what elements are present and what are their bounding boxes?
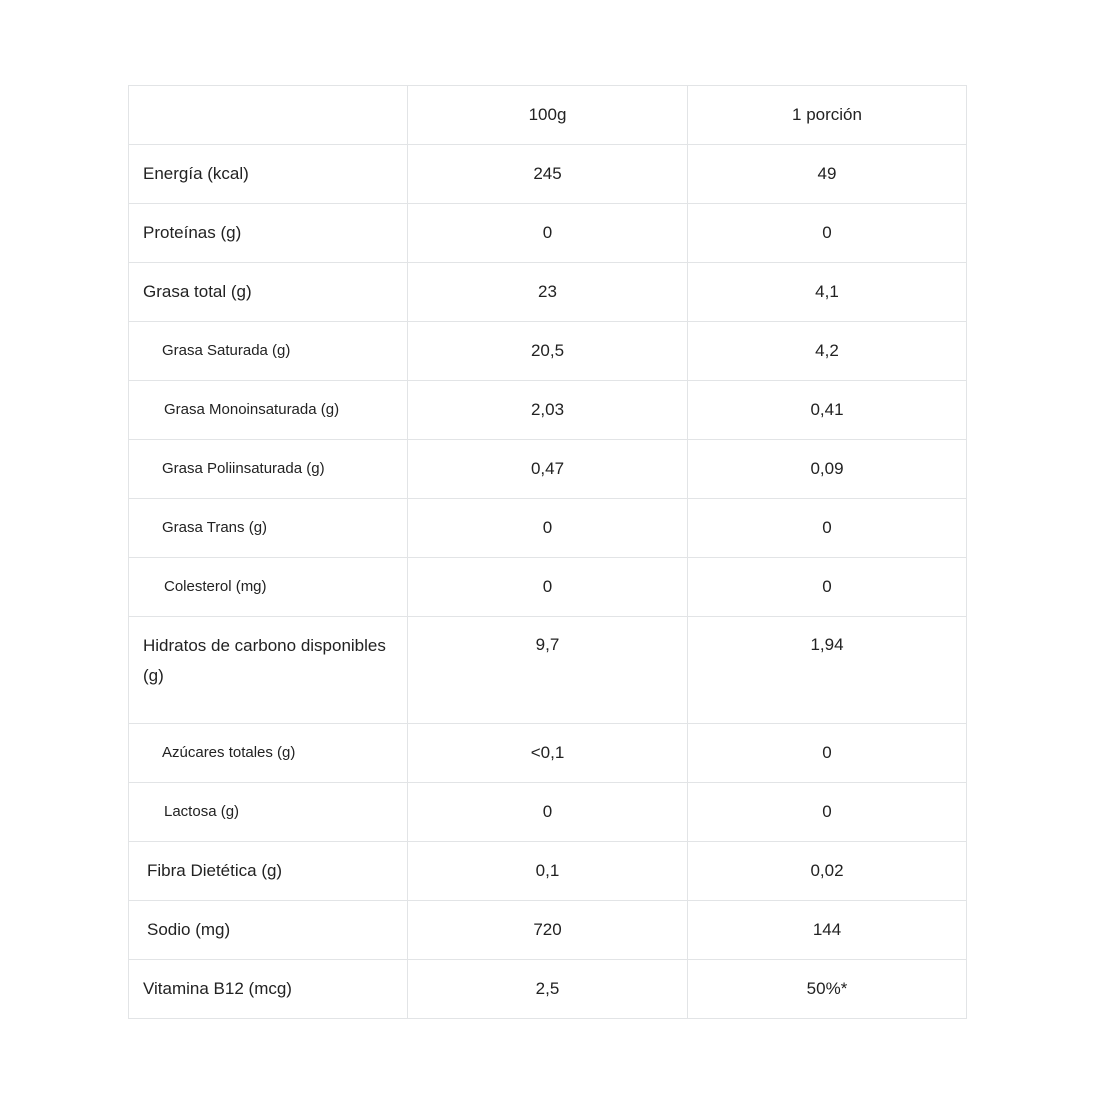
row-value-portion: 0 — [688, 558, 967, 617]
row-label: Grasa total (g) — [129, 263, 408, 322]
row-label: Grasa Monoinsaturada (g) — [129, 381, 408, 440]
row-value-100g: 0,47 — [408, 440, 688, 499]
table-row — [129, 322, 967, 381]
row-label: Proteínas (g) — [129, 204, 408, 263]
row-value-portion: 49 — [688, 145, 967, 204]
row-value-portion: 0 — [688, 783, 967, 842]
header-label-cell — [129, 86, 408, 145]
row-value-portion: 1,94 — [688, 617, 967, 724]
table-row — [129, 499, 967, 558]
row-value-100g: 2,5 — [408, 960, 688, 1019]
row-value-100g: 23 — [408, 263, 688, 322]
row-value-portion: 50%* — [688, 960, 967, 1019]
row-value-portion: 0,02 — [688, 842, 967, 901]
row-label: Fibra Dietética (g) — [129, 842, 408, 901]
row-label: Sodio (mg) — [129, 901, 408, 960]
row-label: Vitamina B12 (mcg) — [129, 960, 408, 1019]
row-value-100g: 720 — [408, 901, 688, 960]
table-row — [129, 204, 967, 263]
row-label: Grasa Trans (g) — [129, 499, 408, 558]
row-label: Energía (kcal) — [129, 145, 408, 204]
table-row — [129, 842, 967, 901]
table-row — [129, 440, 967, 499]
row-value-100g: <0,1 — [408, 724, 688, 783]
header-per-100g: 100g — [408, 86, 688, 145]
row-value-100g: 20,5 — [408, 322, 688, 381]
row-value-portion: 0,41 — [688, 381, 967, 440]
row-value-100g: 0 — [408, 499, 688, 558]
table-row — [129, 263, 967, 322]
row-value-100g: 0 — [408, 783, 688, 842]
row-value-portion: 4,2 — [688, 322, 967, 381]
row-value-100g: 2,03 — [408, 381, 688, 440]
table-row — [129, 617, 967, 724]
row-value-portion: 0 — [688, 724, 967, 783]
header-per-portion: 1 porción — [688, 86, 967, 145]
row-label: Grasa Saturada (g) — [129, 322, 408, 381]
row-value-100g: 0 — [408, 204, 688, 263]
table-row — [129, 783, 967, 842]
row-value-100g: 0,1 — [408, 842, 688, 901]
table-header-row — [129, 86, 967, 145]
row-value-portion: 0 — [688, 204, 967, 263]
row-value-portion: 4,1 — [688, 263, 967, 322]
table-row — [129, 724, 967, 783]
table-row — [129, 145, 967, 204]
table-row — [129, 960, 967, 1019]
table-row — [129, 558, 967, 617]
row-value-portion: 0,09 — [688, 440, 967, 499]
nutrition-table — [128, 85, 967, 1019]
row-value-portion: 0 — [688, 499, 967, 558]
row-label: Lactosa (g) — [129, 783, 408, 842]
row-label: Azúcares totales (g) — [129, 724, 408, 783]
row-value-portion: 144 — [688, 901, 967, 960]
table-row — [129, 901, 967, 960]
row-value-100g: 9,7 — [408, 617, 688, 724]
table-row — [129, 381, 967, 440]
row-label: Colesterol (mg) — [129, 558, 408, 617]
row-value-100g: 0 — [408, 558, 688, 617]
row-label: Hidratos de carbono disponibles (g) — [129, 617, 408, 724]
row-label: Grasa Poliinsaturada (g) — [129, 440, 408, 499]
row-value-100g: 245 — [408, 145, 688, 204]
